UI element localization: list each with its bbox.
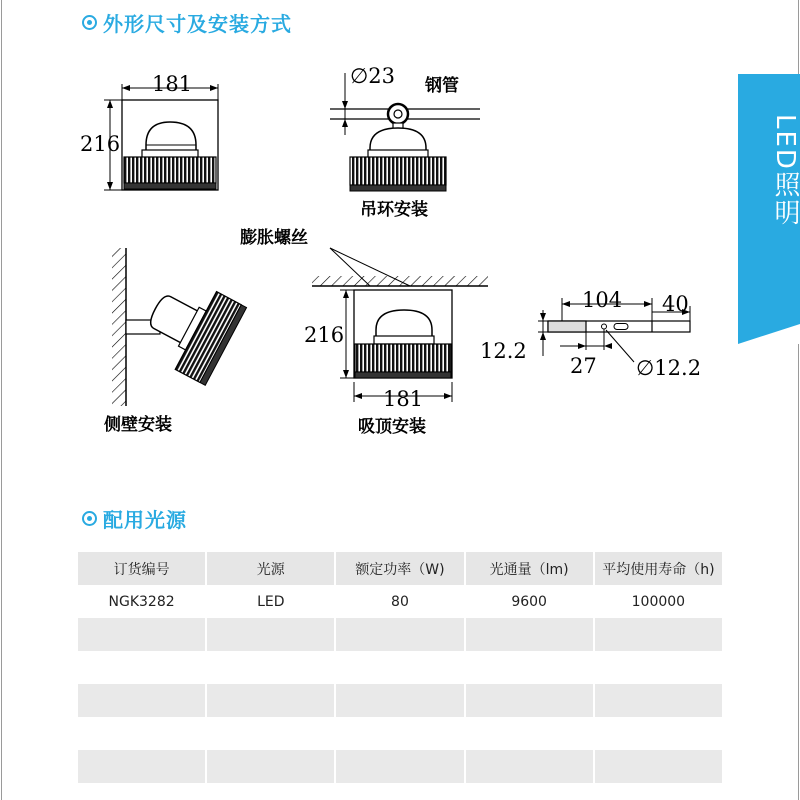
table-cell [466, 750, 593, 783]
table-cell [595, 651, 722, 684]
table-cell: LED [207, 585, 334, 618]
installation-drawing [0, 40, 735, 480]
hanging-install-label: 吊环安装 [360, 200, 428, 220]
table-cell [466, 684, 593, 717]
wall-install-label: 侧壁安装 [104, 415, 172, 435]
front-view-lamp [104, 84, 218, 190]
table-cell [466, 717, 593, 750]
table-cell [207, 651, 334, 684]
section-title-text: 配用光源 [103, 508, 187, 532]
header-lifespan: 平均使用寿命（h) [595, 552, 722, 585]
table-cell [207, 750, 334, 783]
ceiling-install-label: 吸顶安装 [358, 417, 426, 437]
front-width-label: 181 [151, 72, 193, 96]
table-cell [336, 717, 463, 750]
bracket-hole-gap-label: 27 [570, 354, 597, 378]
table-row [78, 684, 722, 717]
table-cell: NGK3282 [78, 585, 205, 618]
header-rated-power: 额定功率（W) [336, 552, 463, 585]
table-cell [78, 684, 205, 717]
table-cell [78, 750, 205, 783]
side-tab-notch [738, 324, 800, 344]
bracket-hole-diameter-label: ∅12.2 [636, 356, 702, 380]
table-cell [336, 618, 463, 651]
bracket-end-label: 40 [662, 292, 689, 316]
table-row [78, 618, 722, 651]
table-row [78, 651, 722, 684]
header-order-number: 订货编号 [78, 552, 205, 585]
table-row [78, 717, 722, 750]
table-cell: 80 [336, 585, 463, 618]
table-cell [207, 717, 334, 750]
table-cell [78, 717, 205, 750]
side-tab-led [738, 74, 800, 344]
table-cell [207, 618, 334, 651]
table-row [78, 585, 722, 618]
wall-view-lamp [112, 248, 247, 406]
table-cell [78, 618, 205, 651]
light-source-table [76, 552, 724, 783]
table-cell [595, 750, 722, 783]
circle-bullet-icon [82, 511, 97, 526]
table-header-row [78, 552, 722, 585]
table-cell: 100000 [595, 585, 722, 618]
table-row [78, 750, 722, 783]
section-title-light-source [82, 504, 187, 533]
header-light-source: 光源 [207, 552, 334, 585]
front-height-label: 216 [80, 132, 121, 156]
expansion-bolt-label: 膨胀螺丝 [240, 228, 308, 248]
ceiling-width-label: 181 [382, 387, 424, 411]
header-luminous-flux: 光通量（lm) [466, 552, 593, 585]
table-cell [207, 684, 334, 717]
table-cell [466, 618, 593, 651]
table-cell [466, 651, 593, 684]
table-cell [595, 618, 722, 651]
table-cell [595, 717, 722, 750]
pipe-label: 钢管 [425, 76, 459, 96]
bracket-height-label: 12.2 [480, 339, 527, 363]
section-title-text: 外形尺寸及安装方式 [103, 12, 292, 36]
table-cell [336, 750, 463, 783]
pipe-diameter-label: ∅23 [350, 64, 396, 88]
table-cell [78, 651, 205, 684]
circle-bullet-icon [82, 15, 97, 30]
table-cell [336, 684, 463, 717]
table-cell: 9600 [466, 585, 593, 618]
table-cell [336, 651, 463, 684]
ceiling-height-label: 216 [304, 323, 345, 347]
table-cell [595, 684, 722, 717]
bracket-length-label: 104 [582, 288, 623, 312]
section-title-dimensions [82, 8, 292, 37]
side-tab-label: LED照明 [770, 114, 800, 227]
